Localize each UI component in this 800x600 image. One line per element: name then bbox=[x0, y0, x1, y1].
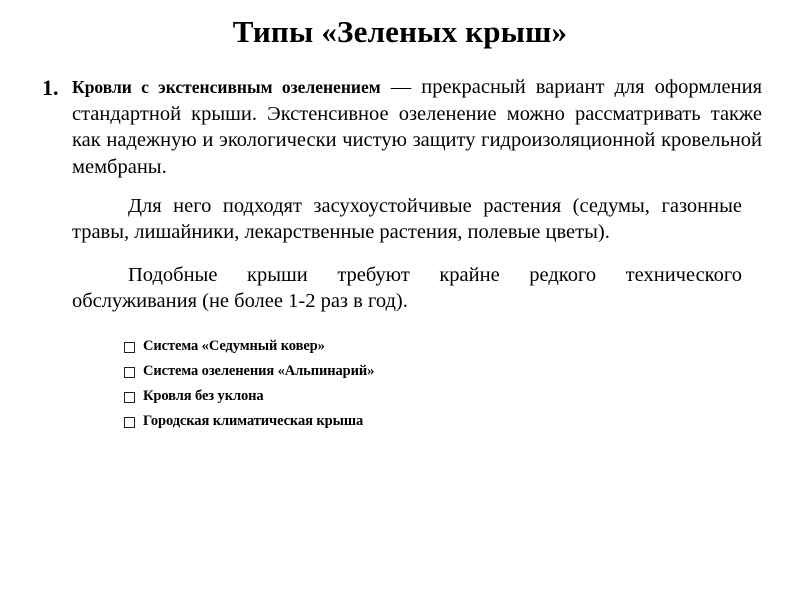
numbered-paragraph bbox=[42, 74, 762, 181]
page-title: Типы «Зеленых крыш» bbox=[232, 14, 568, 49]
square-bullet-icon bbox=[124, 392, 135, 403]
list-item bbox=[124, 337, 762, 356]
list-item-label: Городская климатическая крыша bbox=[143, 412, 364, 429]
square-bullet-icon bbox=[124, 367, 135, 378]
square-bullet-icon bbox=[124, 417, 135, 428]
list-number: 1. bbox=[42, 75, 59, 100]
list-item-label: Система озеленения «Альпинарий» bbox=[143, 362, 375, 379]
numbered-paragraph-text bbox=[72, 74, 762, 181]
numbered-paragraph-rest: — прекрасный вариант для оформления стандартной крыши. Экстенсивное озеленение можно рассматривать также как надежную и экологически чистую защиту гидроизоляционной кровельной мембраны. bbox=[72, 76, 762, 178]
list-item bbox=[124, 362, 762, 381]
list-item-label: Кровля без уклона bbox=[143, 387, 264, 404]
square-bullet-icon bbox=[124, 342, 135, 353]
bullet-list bbox=[42, 337, 762, 430]
paragraph-maintenance: Подобные крыши требуют крайне редкого технического обслуживания (не более 1-2 раз в год). bbox=[72, 263, 742, 313]
slide-body bbox=[42, 74, 762, 437]
paragraph-plants: Для него подходят засухоустойчивые растения (седумы, газонные травы, лишайники, лекарственные растения, полевые цветы). bbox=[72, 194, 742, 244]
list-item-label: Система «Седумный ковер» bbox=[143, 338, 325, 355]
list-item bbox=[124, 412, 762, 431]
numbered-paragraph-lead: Кровли с экстенсивным озеленением bbox=[72, 77, 381, 97]
list-item bbox=[124, 387, 762, 406]
